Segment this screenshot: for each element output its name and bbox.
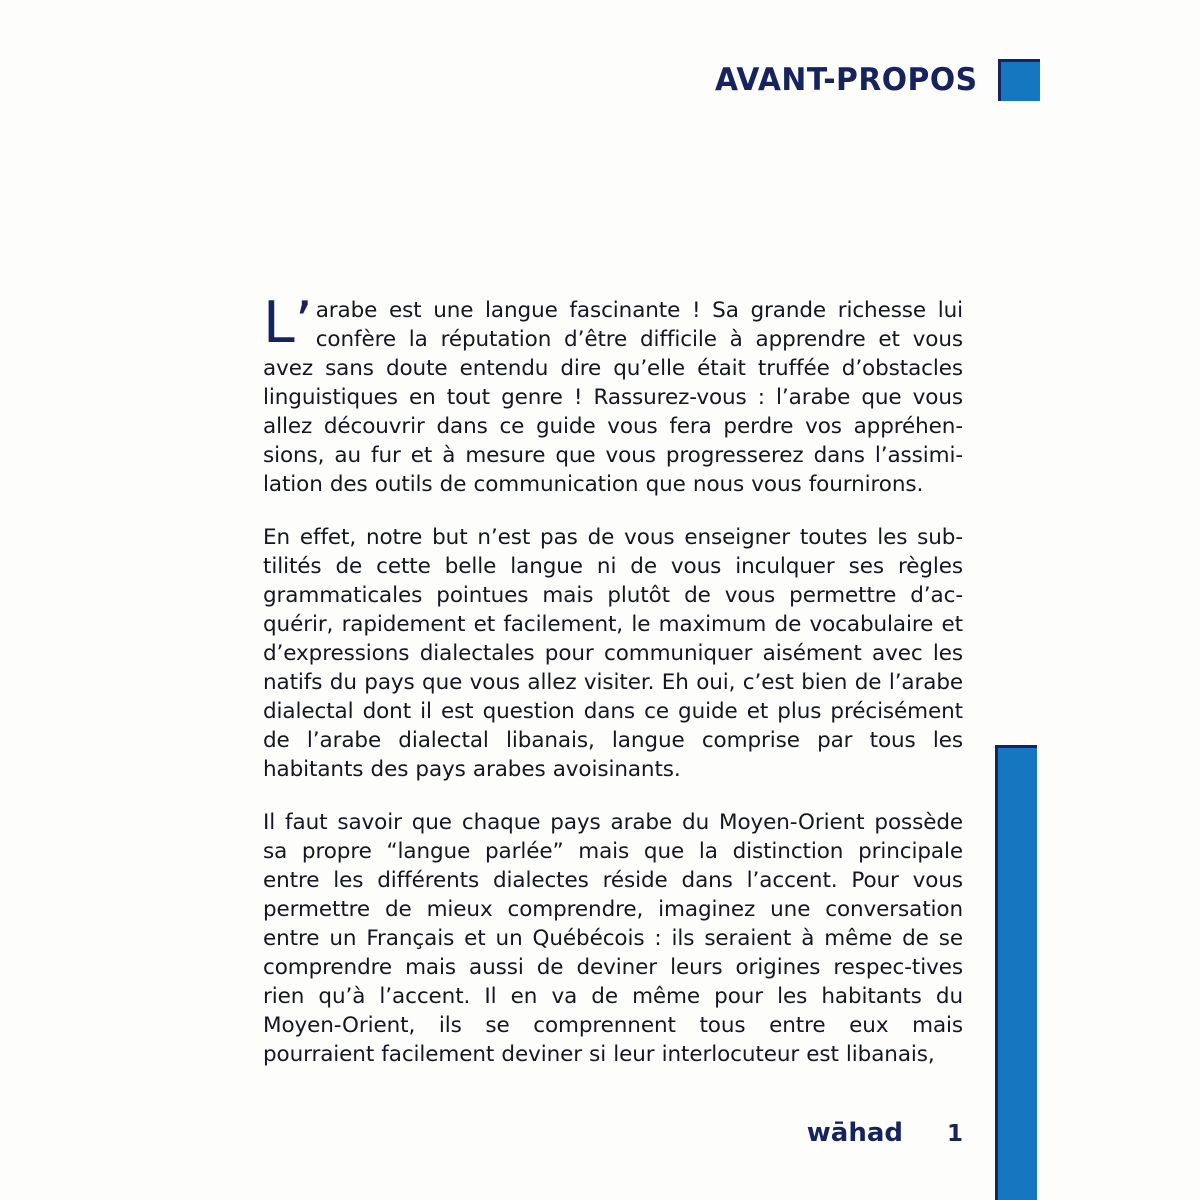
footer-word: wāhad <box>806 1118 903 1148</box>
paragraph-2: En effet, notre but n’est pas de vous enseigner toutes les sub-tilités de cette belle langue ni de vous inculquer ses règles grammaticales pointues mais plutôt de vous permettre d’ac-quérir, rapidement et facilement, le maximum de vocabulaire et d’expressions dialectales pour communiquer aisément avec les natifs du pays que vous allez visiter. Eh oui, c’est bien de l’arabe dialectal dont il est question dans ce guide et plus précisément de l’arabe dialectal libanais, langue comprise par tous les habitants des pays arabes avoisinants. <box>263 525 963 782</box>
body-text-column <box>263 290 963 1069</box>
page-footer <box>263 1118 963 1148</box>
page-header <box>0 52 1040 108</box>
blue-vertical-bar-icon <box>995 745 1037 1200</box>
paragraph-3: Il faut savoir que chaque pays arabe du Moyen-Orient possède sa propre “langue parlée” mais que la distinction principale entre les différents dialectes réside dans l’accent. Pour vous permettre de mieux comprendre, imaginez une conversation entre un Français et un Québécois : ils seraient à même de se comprendre mais aussi de deviner leurs origines respec-tives rien qu’à l’accent. Il en va de même pour les habitants du Moyen-Orient, ils se comprennent tous entre eux mais pourraient facilement deviner si leur interlocuteur est libanais, <box>263 810 963 1067</box>
paragraph-1: L’arabe est une langue fascinante ! Sa grande richesse lui confère la réputation d’être difficile à apprendre et vous avez sans doute entendu dire qu’elle était truffée d’obstacles linguistiques en tout genre ! Rassurez-vous : l’arabe que vous allez découvrir dans ce guide vous fera perdre vos appréhen-sions, au fur et à mesure que vous progresserez dans l’assimi-lation des outils de communication que nous vous fournirons. <box>263 290 963 497</box>
blue-square-icon <box>998 59 1040 101</box>
page-title: AVANT-PROPOS <box>715 61 978 98</box>
page-number: 1 <box>946 1121 963 1147</box>
